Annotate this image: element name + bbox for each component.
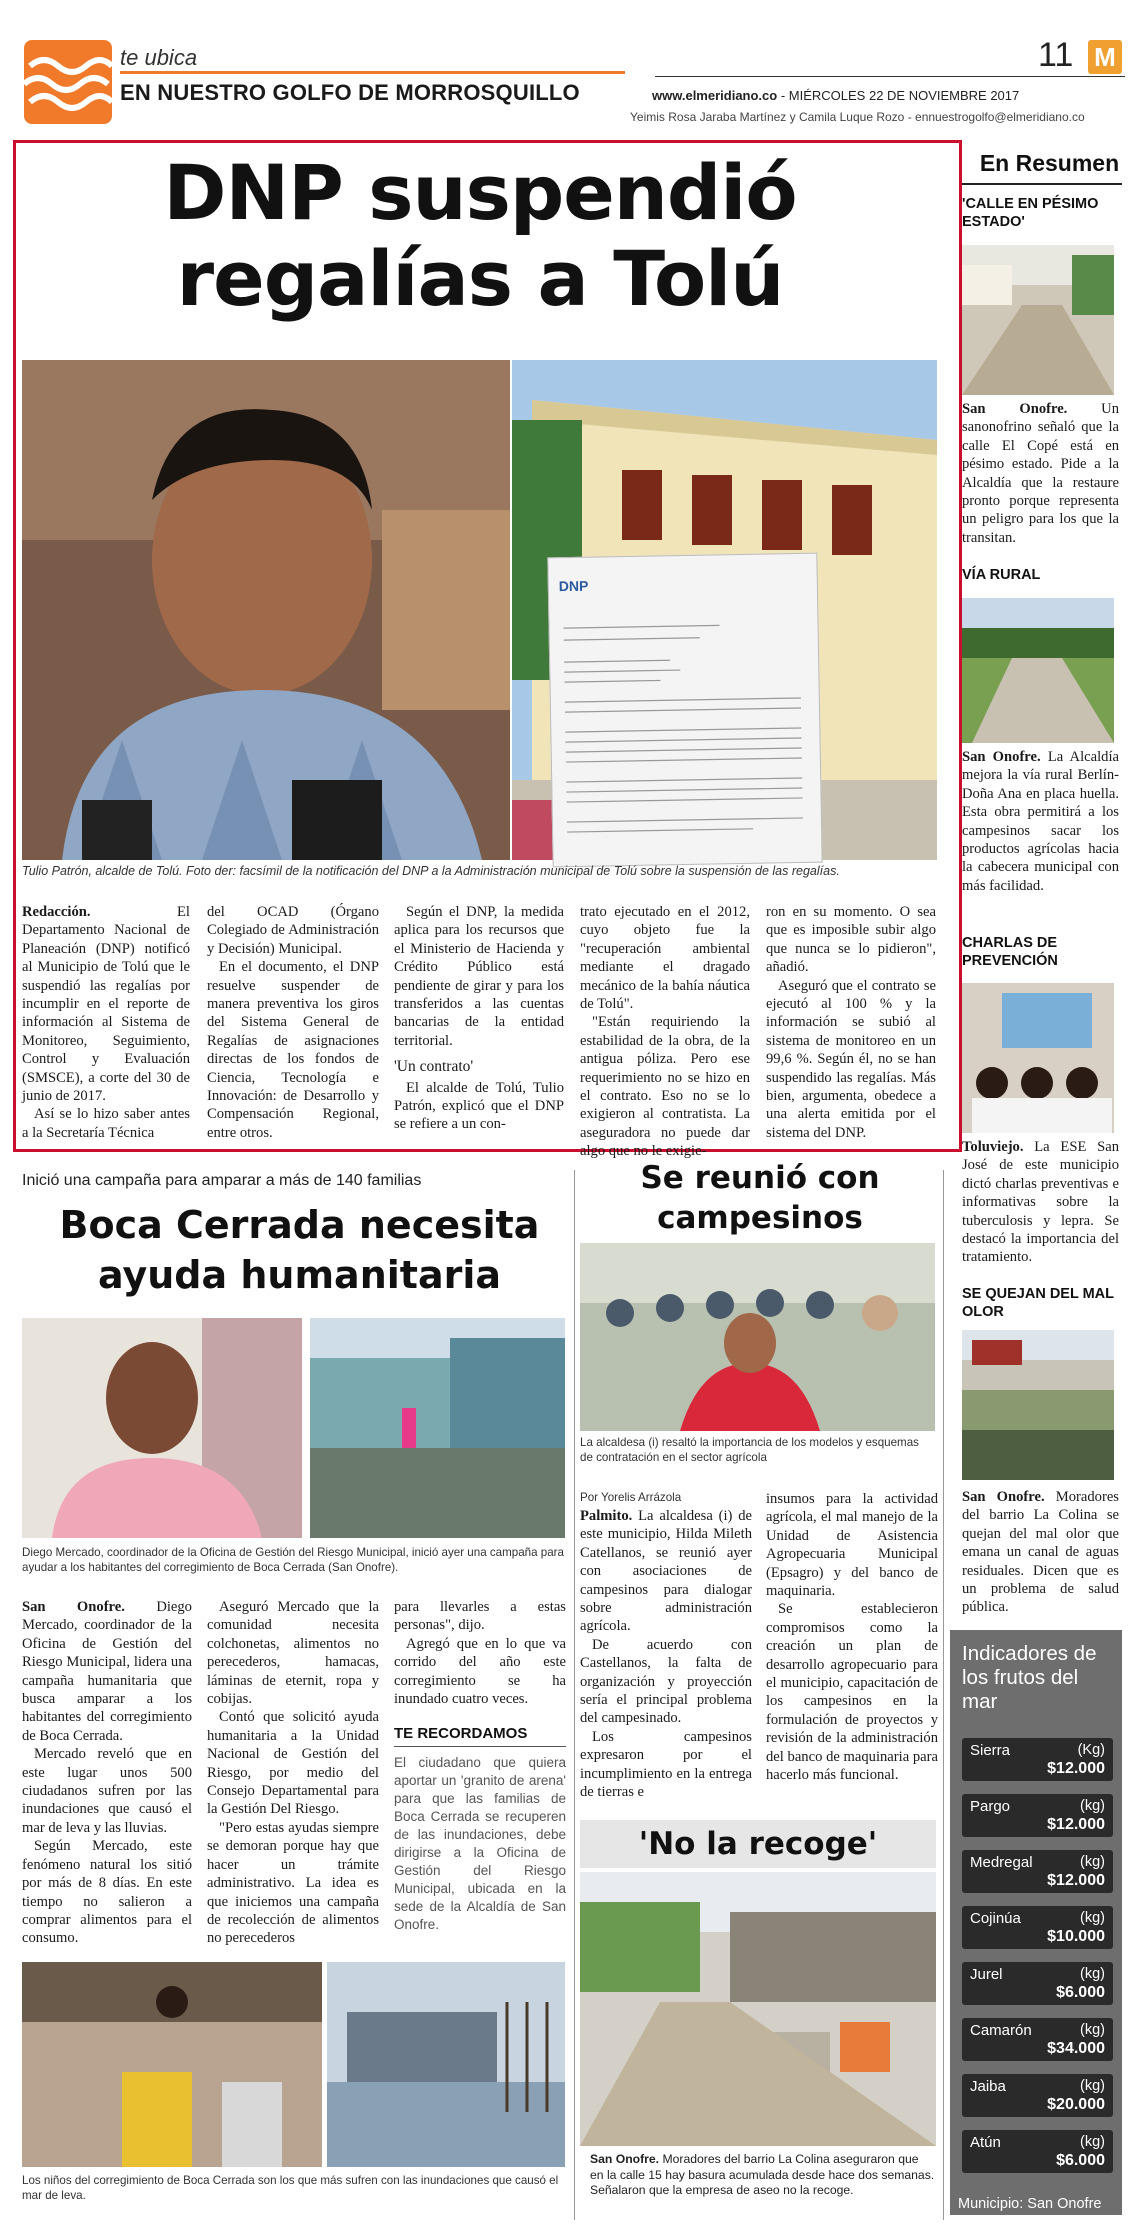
sidebar-lead: San Onofre. <box>962 401 1068 417</box>
column-divider <box>574 1170 575 2220</box>
page-number: 11 <box>1038 36 1074 74</box>
sidebar-item-text <box>962 400 1119 547</box>
boca-kicker: Inició una campaña para amparar a más de 140 familias <box>22 1172 422 1189</box>
campesinos-meeting-photo <box>580 1243 935 1431</box>
price-value: $12.000 <box>1047 1760 1105 1777</box>
sidebar-title: En Resumen <box>979 150 1120 176</box>
sidebar-item-head: 'CALLE EN PÉSIMO ESTADO' <box>962 196 1099 230</box>
recordamos-text: El ciudadano que quiera aportar un 'granito de arena' para que las familias de Boca Cerrada se recuperen de las inundaciones, debe dirigirse a la Oficina de Gestión del Riesgo Municipal, ubicada en la sede de la Alcaldía de San Onofre. <box>394 1755 566 1932</box>
price-row <box>962 1850 1113 1893</box>
price-value: $10.000 <box>1047 1928 1105 1945</box>
boca-headline-line1: Boca Cerrada necesita <box>59 1203 540 1247</box>
price-value: $12.000 <box>1047 1872 1105 1889</box>
campesinos-headline-line2: campesinos <box>657 1200 863 1236</box>
boca-col-1 <box>22 1598 192 1948</box>
authors-line: Yeimis Rosa Jaraba Martínez y Camila Luque Rozo - ennuestrogolfo@elmeridiano.co <box>630 110 1085 124</box>
main-col-3 <box>394 903 564 1134</box>
sidebar-body: Un sanonofrino señaló que la calle El Copé está en pésimo estado. Pide a la Alcaldía que la restaure pronto porque representa un peligro para los que la transitan. <box>962 401 1119 546</box>
sidebar-item-text <box>962 1138 1119 1267</box>
boca-top-caption: Diego Mercado, coordinador de la Oficina de Gestión del Riesgo Municipal, inició ayer una campaña para ayudar a los habitantes del corregimiento de Boca Cerrada (San Onofre). <box>22 1546 564 1574</box>
price-value: $6.000 <box>1056 1984 1105 2001</box>
price-row <box>962 1794 1113 1837</box>
column-divider <box>943 1170 944 2220</box>
boca-col2-p2: Contó que solicitó ayuda humanitaria a la Unidad Nacional de Gestión del Riesgo, por medio del Consejo Departamental para la Gestión Del Riesgo. <box>207 1709 379 1818</box>
price-name: Cojinúa <box>970 1910 1021 1927</box>
price-row <box>962 2130 1113 2173</box>
main-col2-p1: del OCAD (Órgano Colegiado de Administración y Decisión) Municipal. <box>207 904 379 957</box>
campesinos-col1-p2: De acuerdo con Castellanos, la falta de organización y proyección sería el principal problema del campesinado. <box>580 1636 752 1727</box>
price-unit: (kg) <box>1080 2022 1105 2038</box>
campesinos-byline: Por Yorelis Arrázola <box>580 1491 682 1504</box>
price-name: Jaiba <box>970 2078 1006 2095</box>
boca-col3-p2: Agregó que en lo que va corrido del año este corregimiento se ha inundado cuatro veces. <box>394 1635 566 1708</box>
price-unit: (kg) <box>1080 1798 1105 1814</box>
sidebar-item-text <box>962 748 1119 895</box>
boca-bottom-caption: Los niños del corregimiento de Boca Cerrada son los que más sufren con las inundaciones que causó el mar de leva. <box>22 2174 559 2202</box>
sewage-canal-photo <box>962 1330 1114 1480</box>
main-col1-p1: El Departamento Nacional de Planeación (DNP) notificó al Municipio de Tolú que le suspendió las regalías por incumplir en el reporte de información al Sistema de Monitoreo, Seguimiento, Control y Evaluación (SMSCE), a corte del 30 de junio de 2017. <box>22 904 190 1105</box>
price-row <box>962 1738 1113 1781</box>
sidebar-item-head: VÍA RURAL <box>962 567 1041 583</box>
main-col1-p2: Así se lo hizo saber antes a la Secretaría Técnica <box>22 1106 190 1141</box>
recordamos-head: TE RECORDAMOS <box>394 1725 528 1742</box>
stilt-houses-photo <box>327 1962 565 2167</box>
campesinos-col2-p2: Se establecieron compromisos como la creación un plan de desarrollo agropecuario para el municipio, capacitación de los campesinos en la formulación de proyectos y revisión de la administración del banco de maquinaria para hacerlo más funcional. <box>766 1601 938 1784</box>
boca-col1-p3: Según Mercado, este fenómeno natural los sitió por más de 8 días. En este tiempo no salieron a comprar alimentos para el consumo. <box>22 1838 192 1947</box>
boca-col3-p1: para llevarles a estas personas", dijo. <box>394 1599 566 1634</box>
campesinos-col-1 <box>580 1507 752 1802</box>
sidebar-lead: Toluviejo. <box>962 1139 1024 1155</box>
recoge-text <box>590 2152 935 2199</box>
price-value: $20.000 <box>1047 2096 1105 2113</box>
issue-date: MIÉRCOLES 22 DE NOVIEMBRE 2017 <box>788 88 1020 103</box>
main-headline: DNP suspendió regalías a Tolú <box>163 148 797 323</box>
price-name: Medregal <box>970 1854 1033 1871</box>
garbage-street-photo <box>580 1872 936 2146</box>
price-unit: (Kg) <box>1077 1742 1105 1758</box>
campesinos-col1-p3: Los campesinos expresaron por el incumplimiento en la entrega de tierras e <box>580 1728 752 1801</box>
campesinos-col1-p1: La alcaldesa (i) de este municipio, Hilda Mileth Catellanos, se reunió ayer con asociaciones de campesinos para dialogar sobre administración agrícola. <box>580 1508 752 1635</box>
price-unit: (kg) <box>1080 1966 1105 1982</box>
price-name: Atún <box>970 2134 1001 2151</box>
price-municipality: Municipio: San Onofre <box>958 2196 1102 2212</box>
flooded-children-photo <box>22 1962 322 2167</box>
section-title: EN NUESTRO GOLFO DE MORROSQUILLO <box>120 80 580 105</box>
campesinos-col2-p1: insumos para la actividad agrícola, el mal manejo de la Unidad de Asistencia Agropecuaria Municipal (Epsagro) y del banco de maquinaria. <box>766 1491 938 1600</box>
recordamos-rule <box>394 1746 566 1747</box>
rural-road-photo <box>962 598 1114 743</box>
main-photo-caption: Tulio Patrón, alcalde de Tolú. Foto der: facsímil de la notificación del DNP a la Administración municipal de Tolú sobre la suspensión de las regalías. <box>22 864 840 878</box>
seafood-price-title: Indicadores de los frutos del mar <box>962 1642 1097 1713</box>
main-col4-p1: trato ejecutado en el 2012, cuyo objeto fue la "recuperación ambiental mediante el dragado mecánico de la bahía náutica de Tolú". <box>580 904 750 1013</box>
boca-col1-p1: Diego Mercado, coordinador de la Oficina de Gestión del Riesgo Municipal, lidera una campaña humanitaria que busca amparar a los habitantes del corregimiento de Boca Cerrada. <box>22 1599 192 1744</box>
sidebar-item-text <box>962 1488 1119 1617</box>
main-col5-p2: Aseguró que el contrato se ejecutó al 100 % y la información se subió al sistema de monitoreo en un 99,6 %. Según él, no se han suspendido las regalías. Más bien, argumenta, obedece a una alerta emitida por el sistema del DNP. <box>766 977 936 1141</box>
boca-col2-p1: Aseguró Mercado que la comunidad necesita colchonetas, alimentos no perecederos, hamacas, láminas de eternit, ropa y cobijas. <box>207 1599 379 1708</box>
recoge-headline: 'No la recoge' <box>638 1826 878 1862</box>
price-row <box>962 2074 1113 2117</box>
prevention-talk-photo <box>962 983 1114 1133</box>
price-unit: (kg) <box>1080 2078 1105 2094</box>
sidebar-rule <box>962 183 1122 185</box>
campesinos-lead: Palmito. <box>580 1508 633 1524</box>
dnp-notification-facsimile <box>547 553 822 868</box>
sidebar-body: Moradores del barrio La Colina se quejan del mal olor que emana un canal de aguas residuales. Dicen que es un problema de salud pública. <box>962 1489 1119 1616</box>
mayor-photo <box>22 360 510 860</box>
boca-col2-p3: "Pero estas ayudas siempre se demoran porque hay que hacer un trámite administrativo. La idea es que iniciemos una campaña de recolección de alimentos no perecederos <box>207 1819 379 1947</box>
price-unit: (kg) <box>1080 1854 1105 1870</box>
price-row <box>962 2018 1113 2061</box>
header-rule <box>120 71 625 74</box>
main-col-1 <box>22 903 190 1142</box>
boca-col-3 <box>394 1598 566 1708</box>
flooded-street-photo <box>310 1318 565 1538</box>
section-subtitle: te ubica <box>120 45 198 70</box>
sidebar-item-head: SE QUEJAN DEL MAL OLOR <box>962 1286 1114 1320</box>
main-col5-p1: ron en su momento. O sea que es imposible subir algo que nunca se lo pidieron", añadió. <box>766 904 936 976</box>
price-value: $34.000 <box>1047 2040 1105 2057</box>
price-name: Sierra <box>970 1742 1011 1759</box>
campesinos-col-2 <box>766 1490 938 1785</box>
price-name: Jurel <box>970 1966 1003 1983</box>
price-name: Pargo <box>970 1798 1011 1815</box>
recoge-body: Moradores del barrio La Colina aseguraron que en la calle 15 hay basura acumulada desde hace dos semanas. Señalaron que la empresa de aseo no la recoge. <box>590 2152 935 2197</box>
diego-mercado-photo <box>22 1318 302 1538</box>
main-col4-p2: "Están requiriendo la estabilidad de la obra, de la antigua póliza. Pero ese requerimiento no se hizo en el contrato. Eso no se lo exigieron al contratista. La aseguradora no puede dar algo que no le exigie- <box>580 1014 750 1160</box>
boca-headline <box>22 1200 577 1300</box>
main-col-5 <box>766 903 936 1142</box>
dateline: www.elmeridiano.co - MIÉRCOLES 22 DE NOVIEMBRE 2017 <box>652 88 1020 103</box>
date-rule <box>655 76 1125 77</box>
price-value: $6.000 <box>1056 2152 1105 2169</box>
sidebar-lead: San Onofre. <box>962 749 1041 765</box>
sidebar-lead: San Onofre. <box>962 1489 1045 1505</box>
campesinos-headline <box>580 1158 940 1238</box>
main-col3-p2: El alcalde de Tolú, Tulio Patrón, explicó que el DNP se refiere a un con- <box>394 1079 564 1133</box>
price-row <box>962 1962 1113 2005</box>
boca-headline-line2: ayuda humanitaria <box>97 1253 501 1297</box>
main-col-4 <box>580 903 750 1161</box>
price-unit: (kg) <box>1080 2134 1105 2150</box>
price-unit: (kg) <box>1080 1910 1105 1926</box>
dnp-doc-header: DNP <box>558 577 589 595</box>
newspaper-logo: M <box>1088 40 1122 74</box>
waves-icon <box>24 40 112 124</box>
sidebar-body: La Alcaldía mejora la vía rural Berlín-Doña Ana en placa huella. Esta obra permitirá a los campesinos sacar los productos agrícolas hacia la cabecera municipal con más facilidad. <box>962 749 1119 894</box>
main-subhead: 'Un contrato' <box>394 1058 474 1076</box>
main-col-2 <box>207 903 379 1142</box>
price-row <box>962 1906 1113 1949</box>
section-logo <box>24 40 112 124</box>
recoge-lead: San Onofre. <box>590 2152 660 2166</box>
boca-col1-p2: Mercado reveló que en este lugar unos 500 ciudadanos sufren por las inundaciones que causó el mar de leva y las lluvias. <box>22 1746 192 1836</box>
price-name: Camarón <box>970 2022 1032 2039</box>
sidebar-item-head: CHARLAS DE PREVENCIÓN <box>962 935 1058 969</box>
campesinos-caption: La alcaldesa (i) resaltó la importancia de los modelos y esquemas de contratación en el sector agrícola <box>580 1436 919 1464</box>
street-photo <box>962 245 1114 395</box>
boca-lead: San Onofre. <box>22 1599 125 1615</box>
main-col2-p2: En el documento, el DNP resuelve suspender de manera preventiva los giros del Sistema General de Regalías de asignaciones directas de los fondos de Ciencia, Tecnología e Innovación: de Desarrollo y Compensación Regional, entre otros. <box>207 959 379 1141</box>
website-link[interactable]: www.elmeridiano.co <box>652 88 778 103</box>
main-lead: Redacción. <box>22 904 91 920</box>
boca-col-2 <box>207 1598 379 1948</box>
sidebar-body: La ESE San José de este municipio dictó charlas preventivas e informativas sobre la tuberculosis y lepra. Se destacó la importancia del tratamiento. <box>962 1139 1119 1266</box>
campesinos-headline-line1: Se reunió con <box>640 1160 880 1196</box>
price-value: $12.000 <box>1047 1816 1105 1833</box>
main-col3-p1: Según el DNP, la medida aplica para los recursos que el Ministerio de Hacienda y Crédito Público está pendiente de girar y para los transferidos a las cuentas bancarias de la entidad territorial. <box>394 904 564 1049</box>
